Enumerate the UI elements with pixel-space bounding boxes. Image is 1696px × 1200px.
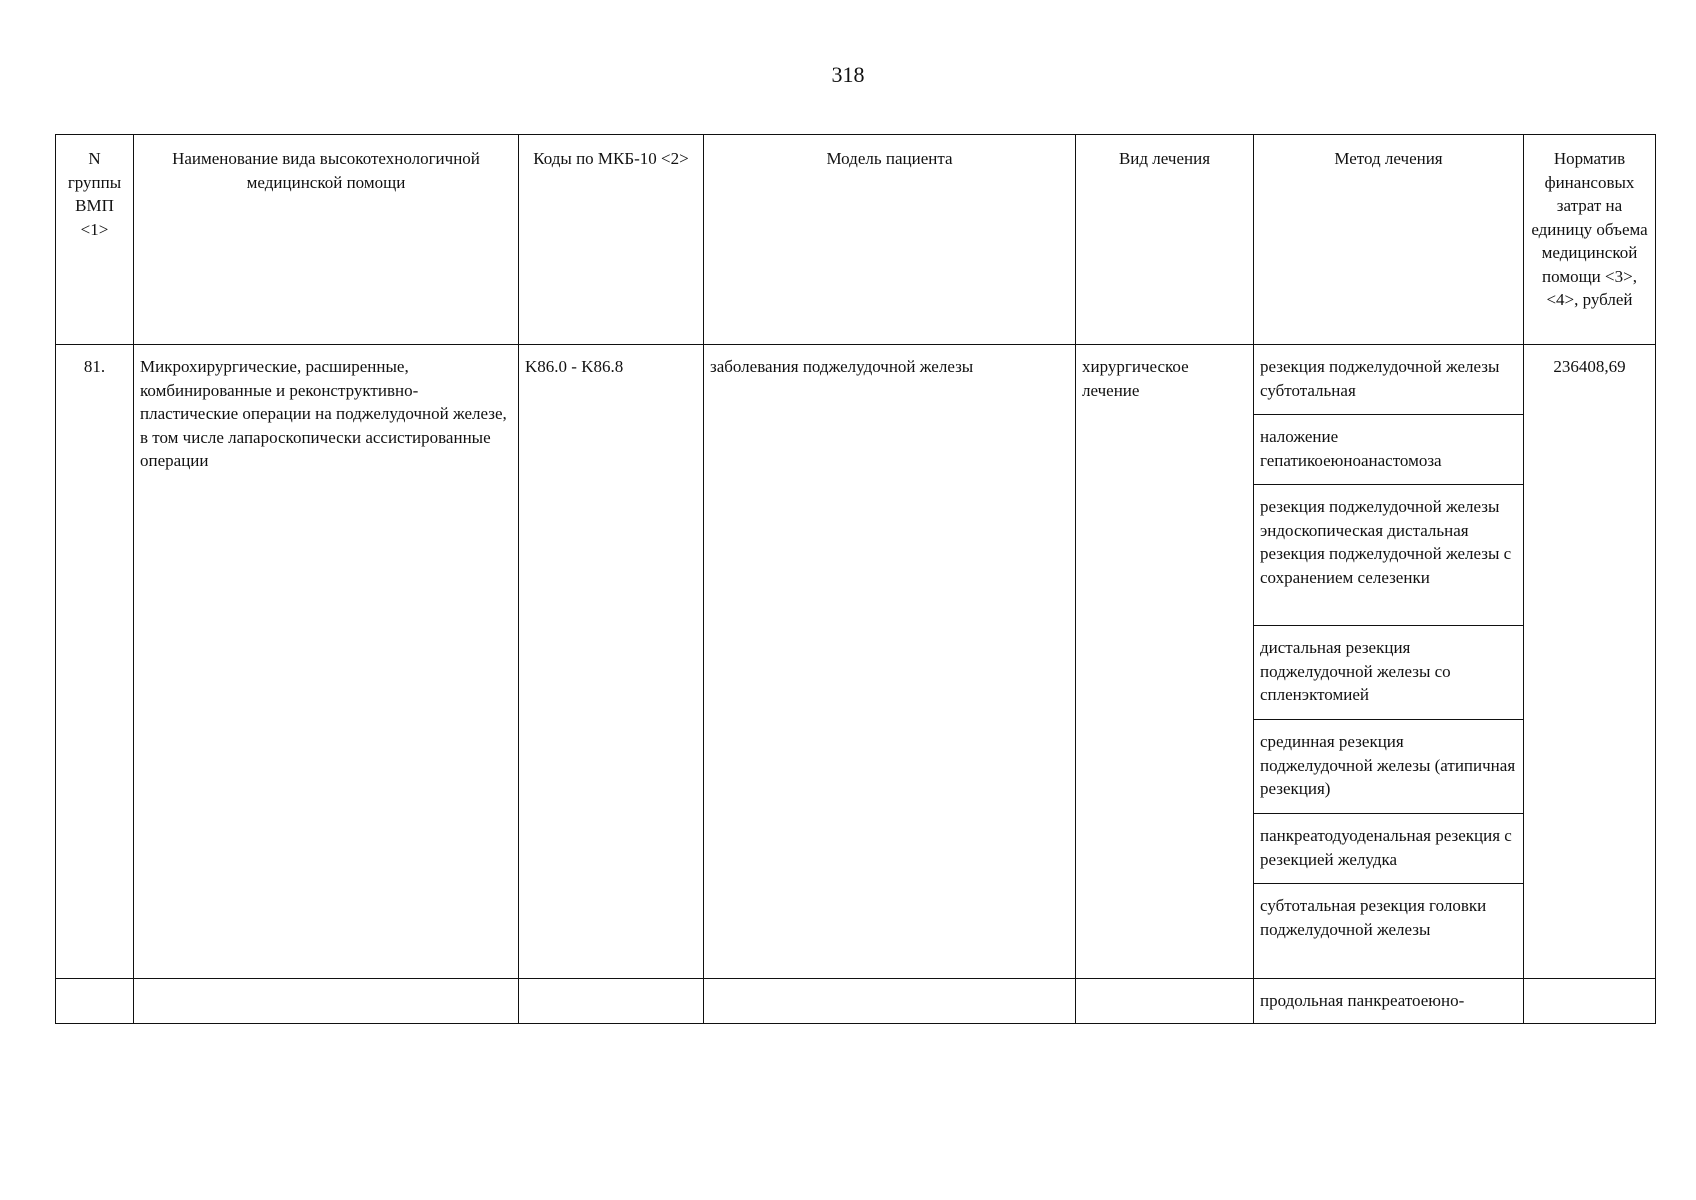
cell-group: 81. — [56, 345, 134, 979]
cell-model: заболевания поджелудочной железы — [704, 345, 1076, 979]
method-item: срединная резекция поджелудочной железы (атипичная резекция) — [1254, 720, 1523, 814]
method-item: наложение гепатикоеюноанастомоза — [1254, 415, 1523, 485]
header-codes: Коды по МКБ-10 <2> — [519, 135, 704, 345]
cell-empty — [134, 979, 519, 1024]
header-method: Метод лечения — [1254, 135, 1524, 345]
table-row — [56, 979, 1656, 1024]
header-name: Наименование вида высокотехнологичной медицинской помощи — [134, 135, 519, 345]
cell-methods — [1254, 345, 1524, 979]
cell-name: Микрохирургические, расширенные, комбинированные и реконструктивно-пластические операции на поджелудочной железе, в том числе лапароскопически ассистированные операции — [134, 345, 519, 979]
cell-empty — [704, 979, 1076, 1024]
vmp-table — [55, 134, 1656, 1024]
header-norm: Норматив финансовых затрат на единицу объема медицинской помощи <3>, <4>, рублей — [1524, 135, 1656, 345]
cell-norm: 236408,69 — [1524, 345, 1656, 979]
header-row — [56, 135, 1656, 345]
method-item: резекция поджелудочной железы субтотальная — [1254, 345, 1523, 415]
page-number: 318 — [831, 62, 865, 87]
cell-codes: K86.0 - K86.8 — [519, 345, 704, 979]
header-model: Модель пациента — [704, 135, 1076, 345]
method-item: субтотальная резекция головки поджелудочной железы — [1260, 896, 1487, 939]
cell-empty — [1524, 979, 1656, 1024]
cell-empty — [1076, 979, 1254, 1024]
header-treatment: Вид лечения — [1076, 135, 1254, 345]
cell-empty — [56, 979, 134, 1024]
header-group: N группы ВМП <1> — [56, 135, 134, 345]
cell-empty — [519, 979, 704, 1024]
method-item: резекция поджелудочной железы эндоскопическая дистальная резекция поджелудочной железы с сохранением селезенки — [1254, 485, 1523, 626]
method-item: панкреатодуоденальная резекция с резекцией желудка — [1254, 814, 1523, 884]
table-row — [56, 345, 1656, 979]
method-item: дистальная резекция поджелудочной железы со спленэктомией — [1254, 626, 1523, 720]
cell-treatment: хирургическое лечение — [1076, 345, 1254, 979]
cell-method-continued: продольная панкреатоеюно- — [1254, 979, 1524, 1024]
